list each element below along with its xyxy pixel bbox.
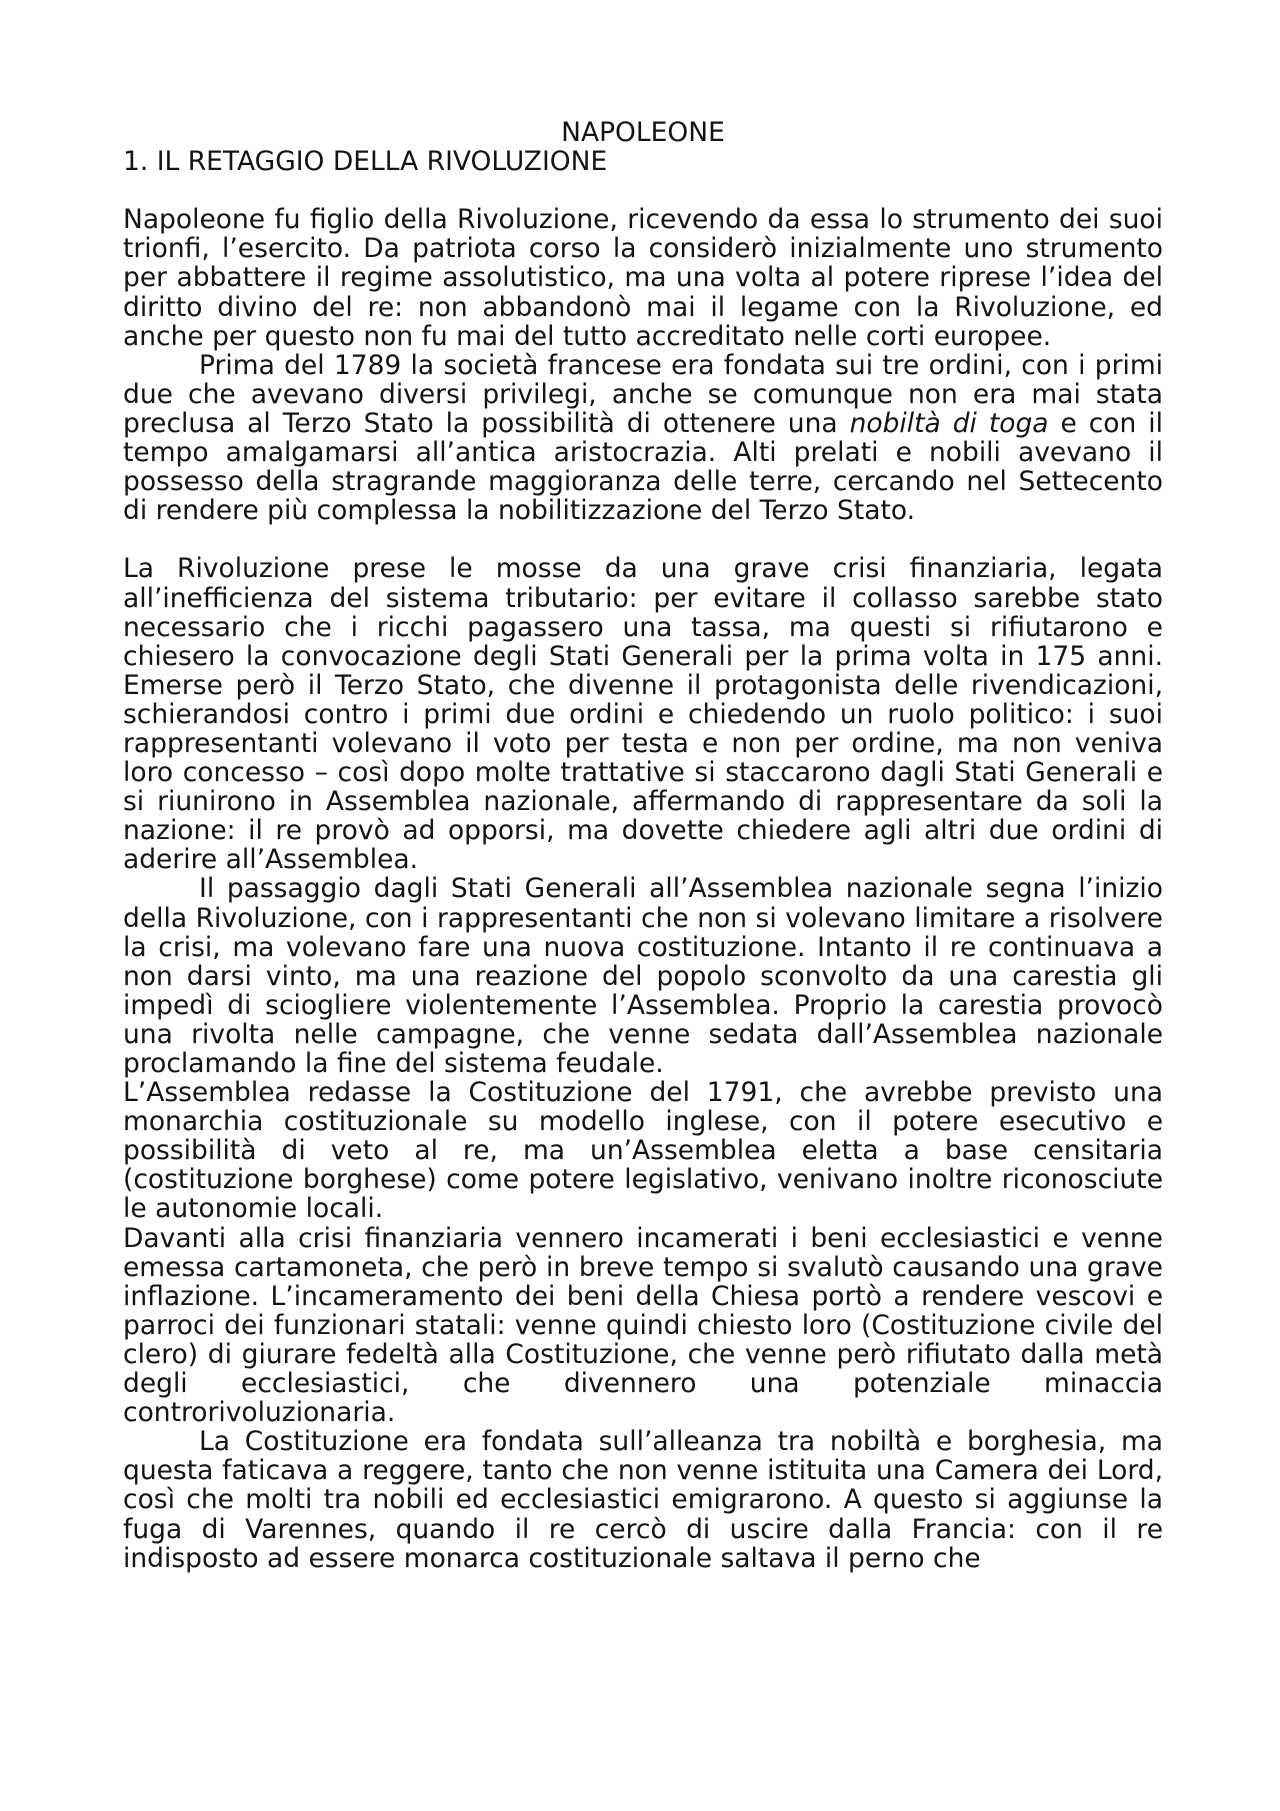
paragraph-2	[123, 351, 1163, 526]
document-title: NAPOLEONE	[561, 117, 725, 148]
paragraph-3: La Rivoluzione prese le mosse da una grave crisi finanziaria, legata all’inefficienza del sistema tributario: per evitare il collasso sarebbe stato necessario che i ricchi pagassero una tassa, ma questi si rifiutarono e chiesero la convocazione degli Stati Generali per la prima volta in 175 anni. Emerse però il Terzo Stato, che divenne il protagonista delle rivendicazioni, schierandosi contro i primi due ordini e chiedendo un ruolo politico: i suoi rappresentanti volevano il voto per testa e non per ordine, ma non veniva loro concesso – così dopo molte trattative si staccarono dagli Stati Generali e si riunirono in Assemblea nazionale, affermando di rappresentare da soli la nazione: il re provò ad opporsi, ma dovette chiedere agli altri due ordini di aderire all’Assemblea.	[123, 553, 1163, 876]
paragraph-5: L’Assemblea redasse la Costituzione del 1791, che avrebbe previsto una monarchia costituzionale su modello inglese, con il potere esecutivo e possibilità di veto al re, ma un’Assemblea eletta a base censitaria (costituzione borghese) come potere legislativo, venivano inoltre riconosciute le autonomie locali.	[123, 1077, 1163, 1225]
section-heading: 1. IL RETAGGIO DELLA RIVOLUZIONE	[123, 146, 608, 178]
paragraph-4: Il passaggio dagli Stati Generali all’Assemblea nazionale segna l’inizio della Rivoluzione, con i rappresentanti che non si volevano limitare a risolvere la crisi, ma volevano fare una nuova costituzione. Intanto il re continuava a non darsi vinto, ma una reazione del popolo sconvolto da una carestia gli impedì di sciogliere violentemente l’Assemblea. Proprio la carestia provocò una rivolta nelle campagne, che venne sedata dall’Assemblea nazionale proclamando la fine del sistema feudale.	[123, 873, 1163, 1079]
document-page	[123, 118, 1163, 1573]
paragraph-2-text-a: Prima del 1789 la società francese era fondata sui tre ordini, con i primi due che avevano diversi privilegi, anche se comunque non era mai stata preclusa al Terzo Stato la possibilità di ottenere una	[123, 349, 1163, 439]
paragraph-7: La Costituzione era fondata sull’alleanza tra nobiltà e borghesia, ma questa faticava a reggere, tanto che non venne istituita una Camera dei Lord, così che molti tra nobili ed ecclesiastici emigrarono. A questo si aggiunse la fuga di Varennes, quando il re cercò di uscire dalla Francia: con il re indisposto ad essere monarca costituzionale saltava il perno che	[123, 1426, 1163, 1574]
spacer	[123, 525, 1163, 554]
paragraph-2-text-b: e con il tempo amalgamarsi all’antica aristocrazia. Alti prelati e nobili avevano il possesso della stragrande maggioranza delle terre, cercando nel Settecento di rendere più complessa la nobilitizzazione del Terzo Stato.	[123, 407, 1163, 527]
spacer	[123, 176, 1163, 205]
paragraph-2-italic: nobiltà di toga	[849, 407, 1049, 439]
paragraph-6: Davanti alla crisi finanziaria vennero incamerati i beni ecclesiastici e venne emessa cartamoneta, che però in breve tempo si svalutò causando una grave inflazione. L’incameramento dei beni della Chiesa portò a rendere vescovi e parroci dei funzionari statali: venne quindi chiesto loro (Costituzione civile del clero) di giurare fedeltà alla Costituzione, che venne però rifiutato dalla metà degli ecclesiastici, che divennero una potenziale minaccia controrivoluzionaria.	[123, 1222, 1163, 1429]
paragraph-1: Napoleone fu figlio della Rivoluzione, ricevendo da essa lo strumento dei suoi trionfi, l’esercito. Da patriota corso la considerò inizialmente uno strumento per abbattere il regime assolutistico, ma una volta al potere riprese l’idea del diritto divino del re: non abbandonò mai il legame con la Rivoluzione, ed anche per questo non fu mai del tutto accreditato nelle corti europee.	[123, 204, 1163, 352]
